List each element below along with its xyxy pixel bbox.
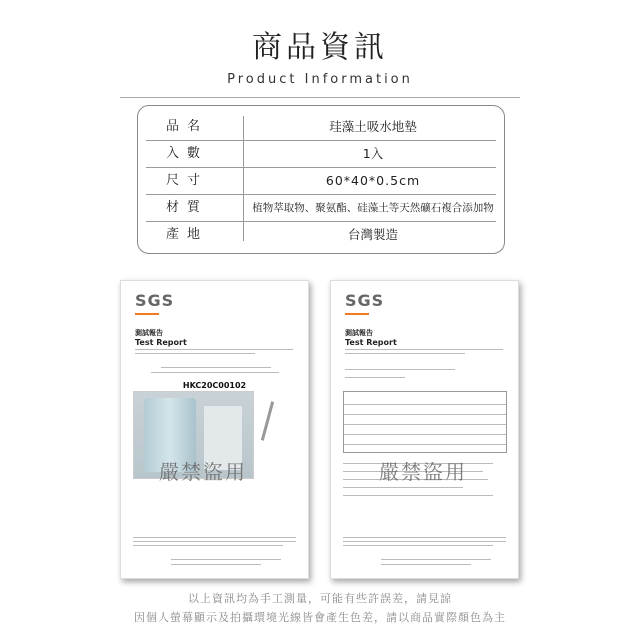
report-rule (161, 367, 271, 368)
report-rule (345, 377, 405, 378)
spec-label: 材質 (165, 200, 208, 215)
sample-stick-image (261, 401, 274, 440)
report-rule (133, 537, 296, 538)
spec-row-origin (138, 222, 504, 248)
spec-value: 台灣製造 (347, 227, 398, 242)
report-title-en: Test Report (135, 338, 187, 347)
report-rule (135, 353, 255, 354)
page-subtitle: Product Information (227, 72, 413, 87)
page-title: 商品資訊 (252, 30, 388, 65)
header-divider (120, 97, 520, 98)
table-rule (344, 444, 506, 445)
report-rule (381, 564, 471, 565)
sgs-report-left (120, 280, 309, 579)
report-rule (151, 372, 279, 373)
report-rule (133, 541, 296, 542)
report-title-cn: 測試報告 (135, 329, 163, 337)
sgs-logo-accent (345, 313, 369, 315)
report-rule (343, 487, 463, 488)
watermark: 嚴禁盜用 (159, 460, 247, 484)
footer-note-1: 以上資訊均為手工測量，可能有些許誤差，請見諒 (188, 592, 452, 605)
spec-value: 60*40*0.5cm (325, 173, 421, 188)
spec-row-material (138, 195, 504, 221)
sgs-logo: SGS (135, 291, 175, 310)
report-rule (343, 541, 506, 542)
table-rule (344, 424, 506, 425)
spec-label: 入數 (165, 146, 208, 161)
report-rule (345, 349, 503, 350)
spec-label: 產地 (165, 227, 208, 242)
spec-value: 植物萃取物、聚氨酯、硅藻土等天然礦石複合添加物 (252, 202, 494, 214)
spec-value: 珪藻土吸水地墊 (329, 119, 417, 134)
sgs-logo: SGS (345, 291, 385, 310)
report-rule (133, 545, 283, 546)
report-title-en: Test Report (345, 338, 397, 347)
sample-code: HKC20C00102 (182, 381, 247, 390)
sgs-report-right (330, 280, 519, 579)
result-table (343, 391, 507, 453)
watermark: 嚴禁盜用 (379, 460, 467, 484)
spec-row-size (138, 168, 504, 194)
table-rule (344, 414, 506, 415)
report-rule (345, 369, 455, 370)
report-rule (343, 545, 493, 546)
footer-note-2: 因個人螢幕顯示及拍攝環境光線皆會產生色差，請以商品實際顏色為主 (134, 611, 506, 624)
report-rule (171, 559, 281, 560)
table-rule (344, 404, 506, 405)
report-rule (171, 564, 261, 565)
report-rule (381, 559, 491, 560)
report-rule (343, 495, 493, 496)
report-title-cn: 測試報告 (345, 329, 373, 337)
spec-row-name (138, 114, 504, 140)
report-rule (345, 353, 465, 354)
spec-row-quantity (138, 141, 504, 167)
table-rule (344, 434, 506, 435)
spec-value: 1入 (362, 146, 384, 161)
report-rule (135, 349, 293, 350)
spec-label: 尺寸 (165, 173, 208, 188)
sgs-logo-accent (135, 313, 159, 315)
spec-table (137, 105, 505, 254)
spec-label: 品名 (165, 119, 208, 134)
report-rule (343, 537, 506, 538)
